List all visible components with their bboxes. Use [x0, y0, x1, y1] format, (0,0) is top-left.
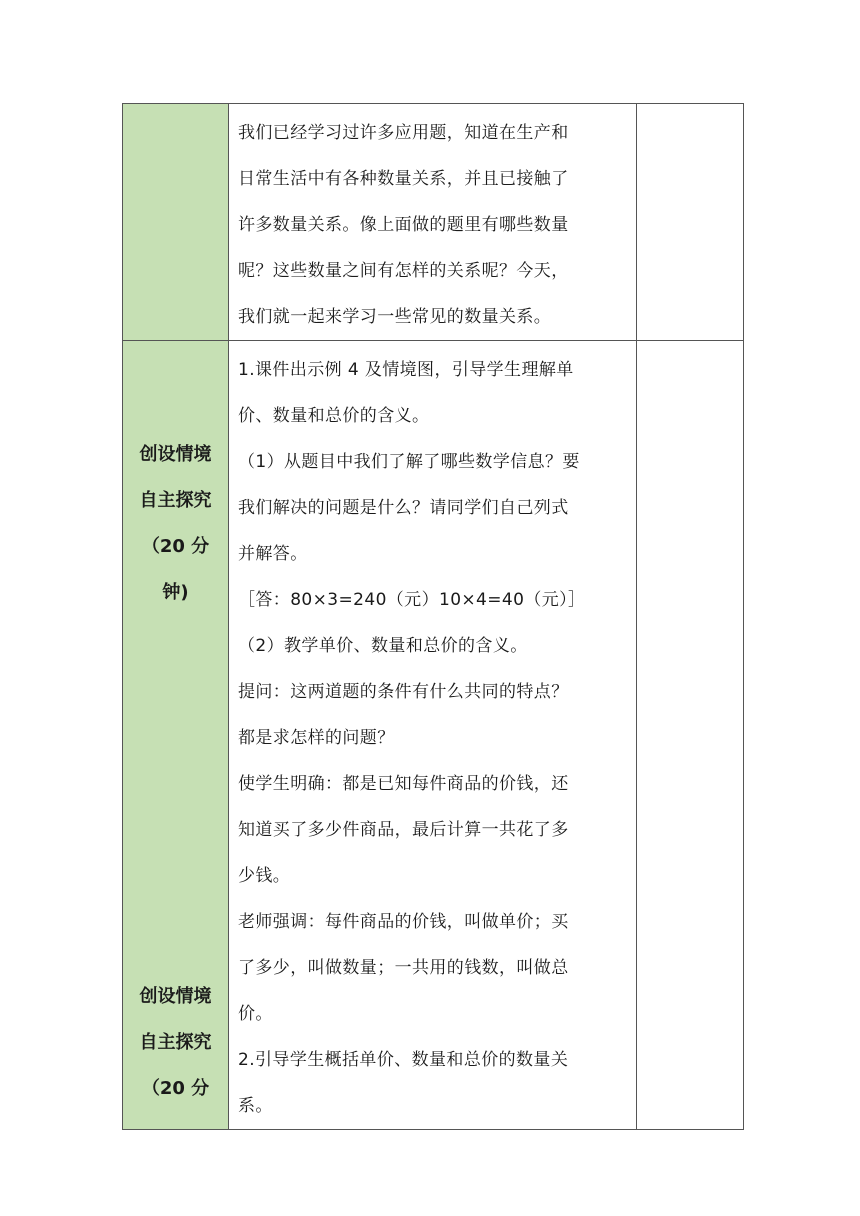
text-line: 价。 — [238, 1004, 273, 1024]
text-line: 我们已经学习过许多应用题，知道在生产和 — [238, 123, 569, 143]
text-line: 许多数量关系。像上面做的题里有哪些数量 — [238, 215, 569, 235]
text-line: 使学生明确：都是已知每件商品的价钱，还 — [238, 774, 569, 794]
section-label-line: 创设情境 — [139, 986, 212, 1007]
section-label — [123, 341, 228, 1107]
text-line: ［答：80×3=240（元）10×4=40（元）］ — [238, 590, 586, 610]
text-line: 知道买了多少件商品，最后计算一共花了多 — [238, 820, 569, 840]
section-label-line: 自主探究 — [139, 490, 212, 511]
text-line: 价、数量和总价的含义。 — [238, 406, 430, 426]
text-line: 我们解决的问题是什么？请同学们自己列式 — [238, 498, 569, 518]
text-line: 呢？这些数量之间有怎样的关系呢？今天， — [238, 261, 569, 281]
text-line: 提问：这两道题的条件有什么共同的特点？ — [238, 682, 569, 702]
lesson-table — [122, 103, 744, 1130]
text-line: 系。 — [238, 1096, 273, 1116]
content-cell — [229, 341, 637, 1130]
notes-cell — [637, 341, 744, 1130]
text-line: 日常生活中有各种数量关系，并且已接触了 — [238, 169, 569, 189]
text-line: 1.课件出示例 4 及情境图，引导学生理解单 — [238, 360, 574, 380]
label-cell — [123, 104, 229, 341]
section-label-line: 自主探究 — [139, 1032, 212, 1053]
text-line: 都是求怎样的问题？ — [238, 728, 395, 748]
section-label-line: （20 分 — [141, 536, 210, 557]
text-line: 我们就一起来学习一些常见的数量关系。 — [238, 307, 552, 327]
label-cell — [123, 341, 229, 1130]
section-label-line: （20 分 — [141, 1078, 210, 1099]
text-line: 2.引导学生概括单价、数量和总价的数量关 — [238, 1050, 569, 1070]
section-label-line: 钟) — [162, 582, 189, 603]
lesson-text — [229, 341, 636, 1129]
table-row — [123, 341, 744, 1130]
notes-cell — [637, 104, 744, 341]
text-line: 老师强调：每件商品的价钱，叫做单价；买 — [238, 912, 569, 932]
text-line: 少钱。 — [238, 866, 291, 886]
intro-text — [229, 104, 636, 340]
text-line: （2）教学单价、数量和总价的含义。 — [238, 636, 528, 656]
content-cell — [229, 104, 637, 341]
section-label-line: 创设情境 — [139, 444, 212, 465]
table-row — [123, 104, 744, 341]
text-line: （1）从题目中我们了解了哪些数学信息？要 — [238, 452, 580, 472]
text-line: 了多少，叫做数量；一共用的钱数，叫做总 — [238, 958, 569, 978]
text-line: 并解答。 — [238, 544, 308, 564]
